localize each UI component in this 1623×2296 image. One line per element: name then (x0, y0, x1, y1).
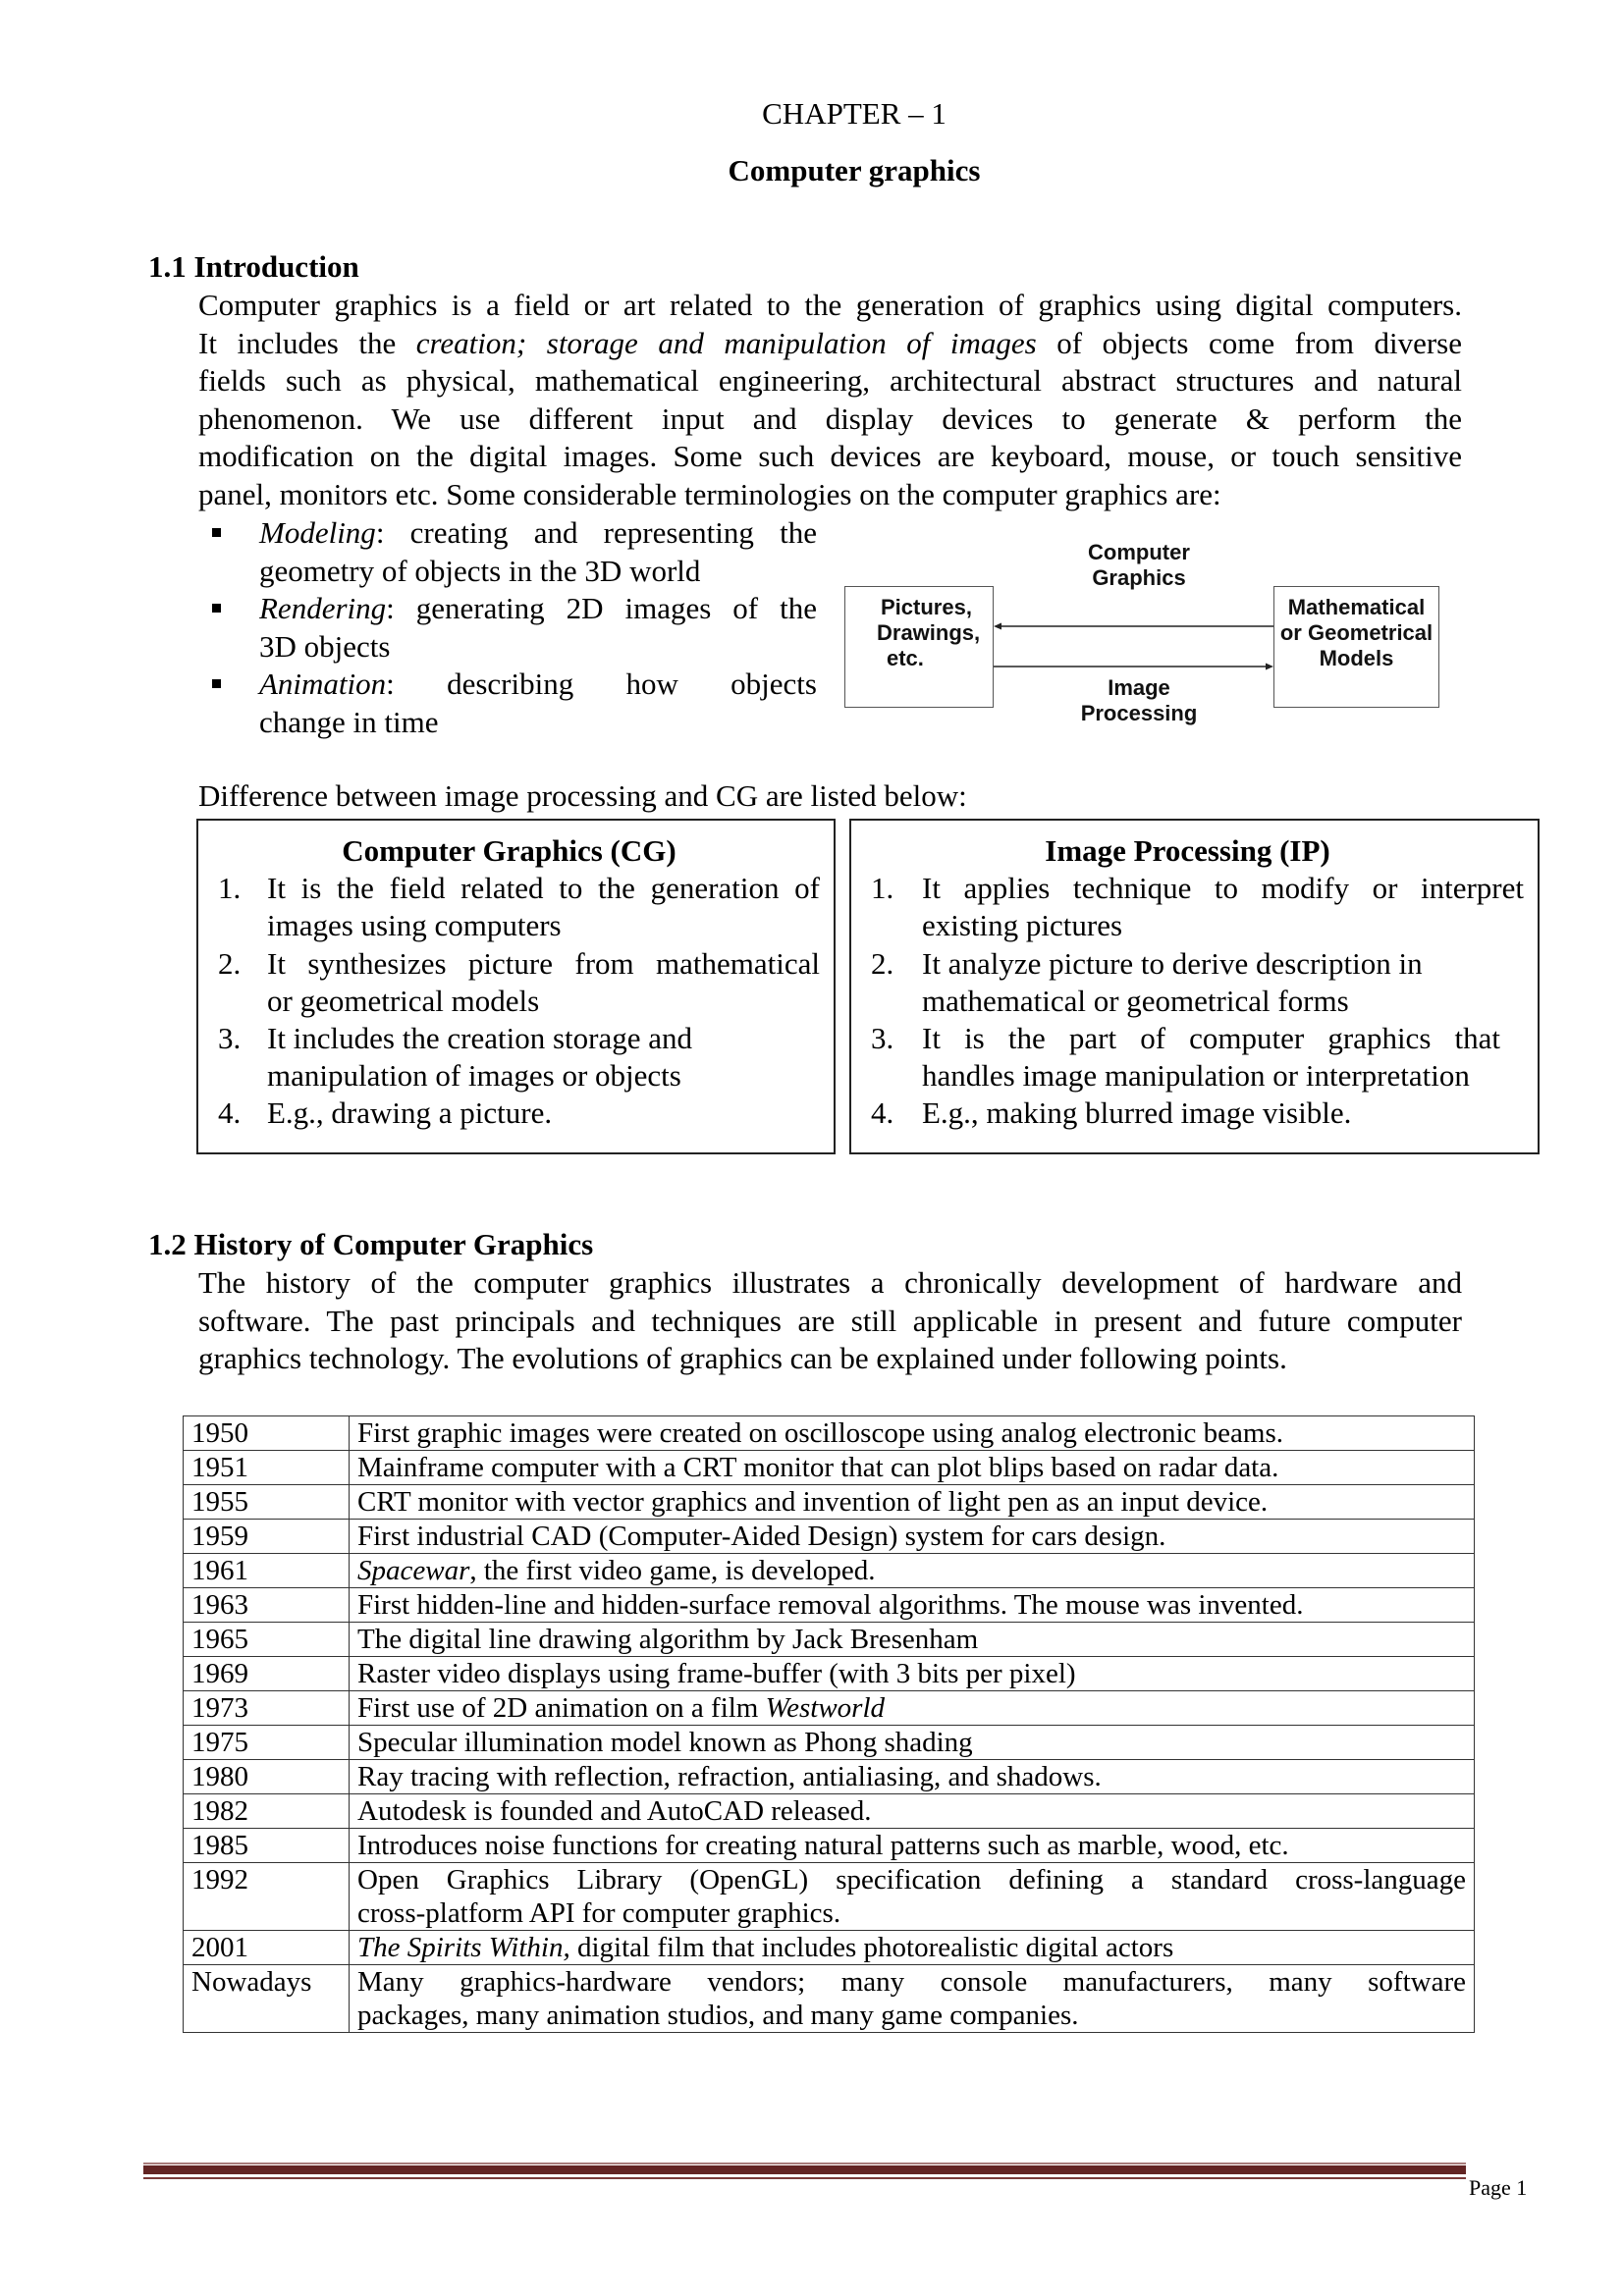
term-item-animation: Animation: describing how objects change in time (208, 666, 817, 741)
table-row: Nowadays Many graphics-hardware vendors; many console manufacturers, many software packages, many animation studios, and many game companies. (184, 1965, 1475, 2033)
square-bullet-icon (212, 604, 221, 613)
table-row: 1980 Ray tracing with reflection, refraction, antialiasing, and shadows. (184, 1760, 1475, 1794)
terms-list (208, 514, 817, 742)
term-item-rendering: Rendering: generating 2D images of the 3D objects (208, 590, 817, 666)
table-row: 2001 The Spirits Within, digital film that includes photorealistic digital actors (184, 1931, 1475, 1965)
arrow-left-icon (994, 623, 1001, 630)
emphasis-text: creation; storage and manipulation of images (415, 325, 1037, 360)
term-name: Modeling (259, 515, 376, 550)
ip-item: 2. It analyze picture to derive description in mathematical or geometrical forms (871, 945, 1423, 1018)
models-box: Mathematical or Geometrical Models (1273, 586, 1439, 708)
section-heading-introduction: 1.1 Introduction (148, 249, 359, 284)
square-bullet-icon (212, 528, 221, 537)
table-row: 1963 First hidden-line and hidden-surface removal algorithms. The mouse was invented. (184, 1588, 1475, 1623)
history-table (183, 1415, 1475, 2033)
cg-item: 3. It includes the creation storage and manipulation of images or objects (218, 1021, 692, 1094)
table-row: 1969 Raster video displays using frame-buffer (with 3 bits per pixel) (184, 1657, 1475, 1691)
history-paragraph: The history of the computer graphics illustrates a chronically development of hardware and software. The past principals and techniques are still applicable in present and future computer graphics technology. The evolutions of graphics can be explained under following points. (198, 1265, 1462, 1376)
arrow-right-icon (1266, 664, 1273, 670)
cg-ip-diagram (844, 520, 1502, 746)
footer-rule-top (143, 2163, 1466, 2164)
footer-rule (143, 2165, 1466, 2174)
intro-line: panel, monitors etc. Some considerable terminologies on the computer graphics are: (198, 476, 1221, 511)
footer-rule-bottom (143, 2177, 1466, 2179)
image-processing-label: Image Processing (1080, 675, 1198, 725)
table-row: 1961 Spacewar, the first video game, is developed. (184, 1554, 1475, 1588)
table-row: 1982 Autodesk is founded and AutoCAD released. (184, 1794, 1475, 1829)
cg-item: 2. It synthesizes picture from mathematical or geometrical models (218, 945, 820, 1018)
intro-line: fields such as physical, mathematical engineering, architectural abstract structures and natural (198, 363, 1462, 399)
table-row: 1985 Introduces noise functions for creating natural patterns such as marble, wood, etc. (184, 1829, 1475, 1863)
cg-comparison-box (196, 819, 836, 1154)
square-bullet-icon (212, 679, 221, 688)
cg-item: 4. E.g., drawing a picture. (218, 1095, 553, 1131)
intro-line: phenomenon. We use different input and display devices to generate & perform the (198, 400, 1462, 436)
ip-title: Image Processing (IP) (1045, 833, 1330, 868)
cg-title: Computer Graphics (CG) (342, 833, 676, 868)
intro-paragraph (198, 287, 1462, 514)
chapter-label: CHAPTER – 1 (762, 96, 947, 131)
intro-line: Computer graphics is a field or art related to the generation of graphics using digital computers. (198, 288, 1462, 322)
table-row: 1951 Mainframe computer with a CRT monitor that can plot blips based on radar data. (184, 1451, 1475, 1485)
table-row: 1955 CRT monitor with vector graphics and invention of light pen as an input device. (184, 1485, 1475, 1520)
term-name: Animation (259, 667, 387, 702)
ip-item: 3. It is the part of computer graphics that handles image manipulation or interpretation (871, 1021, 1500, 1094)
table-row: 1975 Specular illumination model known as Phong shading (184, 1726, 1475, 1760)
intro-line: modification on the digital images. Some such devices are keyboard, mouse, or touch sensitive (198, 439, 1462, 474)
ip-item: 4. E.g., making blurred image visible. (871, 1095, 1352, 1131)
intro-line: It includes the creation; storage and manipulation of images of objects come from diverse (198, 325, 1462, 360)
section-heading-history: 1.2 History of Computer Graphics (148, 1227, 594, 1261)
computer-graphics-label: Computer Graphics (1088, 540, 1190, 590)
diagram-arrows (844, 520, 1502, 746)
table-row: 1959 First industrial CAD (Computer-Aided Design) system for cars design. (184, 1520, 1475, 1554)
page-number: Page 1 (1469, 2175, 1528, 2200)
comparison-intro: Difference between image processing and CG are listed below: (198, 778, 967, 813)
table-row: 1973 First use of 2D animation on a film Westworld (184, 1691, 1475, 1726)
term-item-modeling: Modeling: creating and representing the geometry of objects in the 3D world (208, 514, 817, 590)
term-name: Rendering (259, 591, 387, 626)
pictures-box: Pictures, Drawings, etc. (844, 586, 994, 708)
table-row: 1992 Open Graphics Library (OpenGL) specification defining a standard cross-language cross-platform API for computer graphics. (184, 1863, 1475, 1931)
table-row: 1965 The digital line drawing algorithm by Jack Bresenham (184, 1623, 1475, 1657)
table-row: 1950 First graphic images were created on oscilloscope using analog electronic beams. (184, 1416, 1475, 1451)
cg-item: 1. It is the field related to the generation of images using computers (218, 871, 820, 943)
ip-item: 1. It applies technique to modify or interpret existing pictures (871, 871, 1524, 943)
chapter-title: Computer graphics (728, 153, 981, 187)
ip-comparison-box (849, 819, 1540, 1154)
